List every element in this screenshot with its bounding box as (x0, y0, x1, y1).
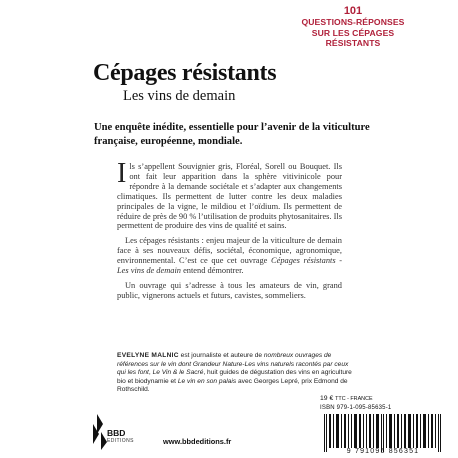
blurb-text (117, 158, 343, 306)
blurb-paragraph-3: Un ouvrage qui s’adresse à tous les amateurs de vin, grand public, vignerons actuels et futurs, cavistes, sommeliers. (117, 280, 342, 300)
blurb-paragraph-2: Les cépages résistants : enjeu majeur de la viticulture de demain face à ses nouveaux défis, sociétal, économique, agronomique, environnemental. C’est ce que cet ouvrage Cépages résistants - Les vins de demain entend démontrer. (117, 236, 343, 276)
badge-line-3: RÉSISTANTS (325, 38, 381, 48)
isbn-label: ISBN 979-1-095-85635-1 (320, 405, 392, 411)
book-title: Cépages résistants (93, 60, 277, 86)
series-badge (258, 6, 448, 49)
publisher-subname: EDITIONS (107, 438, 134, 444)
price-label: 19 € TTC - FRANCE (320, 395, 373, 402)
publisher-name: BBD (107, 428, 126, 438)
drop-cap: I (117, 158, 127, 189)
badge-line-2: SUR LES CÉPAGES (311, 27, 395, 38)
barcode-number: 9 791095 856351 (346, 448, 420, 455)
badge-number: 101 (343, 5, 363, 17)
book-subtitle: Les vins de demain (123, 88, 236, 104)
author-name: EVELYNE MALNIC (117, 352, 179, 359)
publisher-website: www.bbdeditions.fr (163, 437, 232, 446)
author-bio: EVELYNE MALNIC est journaliste et auteure de nombreux ouvrages de références sur le vin dont Grandeur Nature-Les vins naturels racontés par ceux qui les font, Le Vin & le Sacré, huit guides de dégustation des vins en agriculture bio et biodynamie et Le vin en son palais avec Georges Lepré, prix Edmond de Rothschild. (117, 352, 352, 394)
badge-line-1: QUESTIONS-RÉPONSES (301, 17, 405, 27)
blurb-paragraph-1: Ils s’appellent Souvignier gris, Floréal, Sorell ou Bouquet. Ils ont fait leur apparition dans la sphère vitivinicole pour répondre à la demande sociétale et s’adapter aux changements climatiques. Ils permettent de lutter contre les deux maladies principales de la vigne, le mildiou et l’oïdium. Ils permettent de réduire de près de 90 % l’utilisation de produits phytosanitaires. Ils permettent de produire des vins de qualité et sains. (117, 158, 342, 231)
barcode-image (318, 414, 448, 452)
lead-paragraph: Une enquête inédite, essentielle pour l’avenir de la viticulture française, européenne, mondiale. (94, 122, 370, 147)
